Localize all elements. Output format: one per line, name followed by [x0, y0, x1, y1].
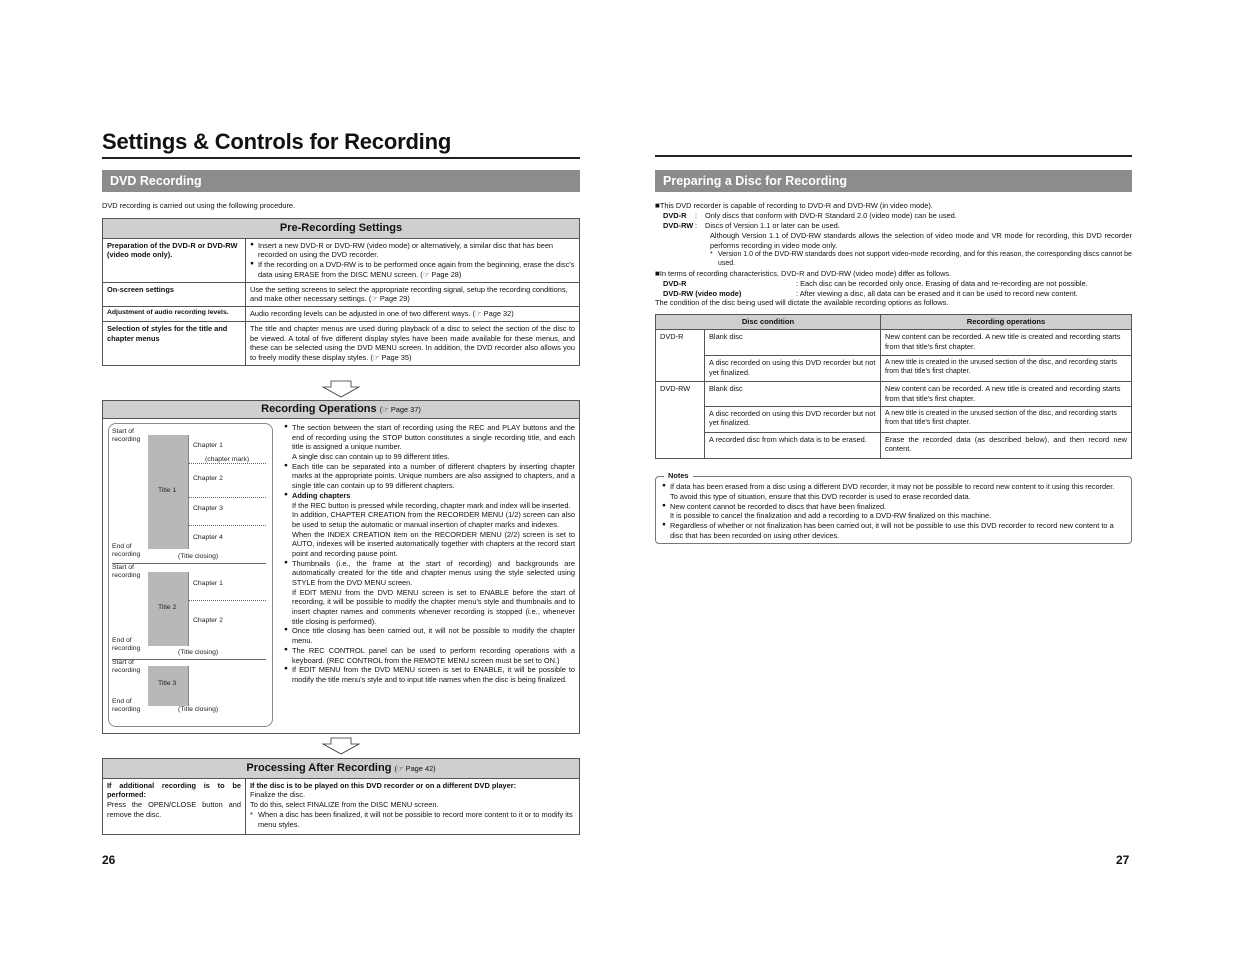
recording-ops-text	[284, 423, 575, 685]
note-text: New content cannot be recorded to discs that have been finalized.	[670, 501, 887, 511]
title-closing-label: (Title closing)	[178, 649, 219, 656]
bullet-sub: If the REC button is pressed while recording, chapter mark and index will be inserted.	[292, 500, 571, 510]
flow-arrow-icon	[321, 737, 361, 755]
title-1-chapters	[188, 435, 266, 549]
dvdr-text: Only discs that conform with DVD-R Standard 2.0 (video mode) can be used.	[705, 211, 957, 221]
bullet-sub: A single disc can contain up to 99 different titles.	[292, 452, 450, 462]
cell-text: Press the OPEN/CLOSE button and remove the disc.	[107, 800, 241, 819]
note-item: ● If data has been erased from a disc using a different DVD recorder, it may not be possible to record new content to it using this recorder. To avoid this type of situation, ensure that this DVD recorder is used to erase recorded data.	[662, 482, 1123, 502]
list-item	[284, 559, 575, 627]
bullet-text: Thumbnails (i.e., the frame at the start of recording) and backgrounds are automatically created for the title and chapter menus using the style selected using STYLE from the DVD MENU screen.	[292, 558, 575, 587]
condition-cell: A recorded disc from which data is to be erased.	[705, 432, 881, 458]
list-item: ● If the recording on a DVD-RW is to be performed once again from the beginning, erase the disc's data using ERASE from the DISC MENU screen. (☞ Page 28)	[250, 260, 575, 280]
chapter-label: Chapter 1	[193, 442, 223, 449]
start-label: Start of recording	[112, 564, 141, 580]
title-2-label: Title 2	[158, 604, 177, 611]
table-row	[103, 778, 580, 834]
table-row	[656, 356, 1132, 382]
condition-cell: A disc recorded on using this DVD recorder but not yet finalized.	[705, 406, 881, 432]
operation-cell: A new title is created in the unused section of the disc, and recording starts from that title's first chapter.	[881, 406, 1132, 432]
bullet-sub: When the INDEX CREATION item on the RECORDER MENU (2/2) screen is set to AUTO, indexes will be inserted automatically together with chapters at the record start point and recording pause point.	[292, 529, 575, 558]
row-text: Use the setting screens to select the appropriate recording signal, setup the recording conditions, and make other necessary settings. (☞ Page 29)	[246, 282, 580, 307]
bullet-sub: In addition, CHAPTER CREATION from the RECORDER MENU (1/2) screen can also be used to setup the automatic or manual insertion of chapter marks and indexes.	[292, 510, 575, 529]
page-number: 27	[1116, 853, 1130, 867]
recording-ops-title: Recording Operations	[261, 403, 377, 415]
cell-heading: If additional recording is to be performed:	[107, 780, 241, 800]
cell-note: * When a disc has been finalized, it will not be possible to record more content to it or to modify its menu styles.	[250, 809, 573, 829]
dvdrw2-label: DVD-RW (video mode)	[663, 288, 742, 298]
disc-condition-section	[655, 314, 1132, 459]
title-1-label: Title 1	[158, 487, 177, 494]
list-item: ● Once title closing has been carried out, it will not be possible to modify the chapter menu.	[284, 626, 575, 645]
dvdrw-detail: Although Version 1.1 of DVD-RW standards allows the selection of video mode and VR mode for recording, this DVD recorder performs recording in video mode only.	[710, 230, 1132, 250]
title-3-chapters	[188, 666, 266, 706]
list-item: ● The REC CONTROL panel can be used to perform recording operations with a keyboard. (REC CONTROL from the REMOTE MENU screen must be set to ON.)	[284, 646, 575, 665]
list-item: ● If EDIT MENU from the DVD MENU screen is set to ENABLE, it will be possible to modify the title menu's style and to input title names when the disc is being finalized.	[284, 665, 575, 684]
cell-heading: If the disc is to be played on this DVD recorder or on a different DVD player:	[250, 780, 517, 790]
flow-arrow-icon	[321, 380, 361, 398]
row-label: Adjustment of audio recording levels.	[103, 307, 246, 322]
table-row	[103, 307, 580, 322]
title-closing-label: (Title closing)	[178, 553, 219, 560]
processing-title: Processing After Recording	[246, 762, 392, 774]
section-bar-dvd-recording: DVD Recording	[102, 170, 580, 192]
bullet-text: The section between the start of recording using the REC and PLAY buttons and the end of recording using the STOP button constitutes a single recording title, and each title is assigned a unique number.	[292, 423, 575, 452]
chapter-label: Chapter 3	[193, 505, 223, 512]
dvdrw-line: DVD-RW : Discs of Version 1.1 or later can be used.	[655, 221, 1132, 231]
section-bar-preparing-disc: Preparing a Disc for Recording	[655, 170, 1132, 192]
start-label: Start of recording	[112, 428, 141, 444]
operation-cell: New content can be recorded. A new title is created and recording starts from that title's first chapter.	[881, 330, 1132, 356]
table-row	[656, 330, 1132, 356]
table-row	[656, 382, 1132, 407]
row-label: Preparation of the DVD-R or DVD-RW (video mode only).	[103, 238, 246, 282]
row-label: Selection of styles for the title and chapter menus	[103, 321, 246, 365]
table-row	[103, 238, 580, 282]
end-label: End of recording	[112, 698, 141, 714]
chapter-mark-label: (chapter mark)	[205, 456, 250, 463]
dvdr-line: DVD-R : Only discs that conform with DVD-R Standard 2.0 (video mode) can be used.	[655, 211, 1132, 221]
dvdr2-line	[655, 279, 1132, 289]
operation-cell: A new title is created in the unused section of the disc, and recording starts from that title's first chapter.	[881, 356, 1132, 382]
col-header-condition: Disc condition	[656, 315, 881, 330]
preparing-text	[655, 201, 1132, 308]
recording-ops-header	[103, 401, 579, 419]
top-rule	[655, 155, 1132, 157]
end-label: End of recording	[112, 543, 141, 559]
bullet-sub: If EDIT MENU from the DVD MENU screen is set to ENABLE before the start of recording, it will be possible to modify the chapter menu's style and thumbnails and to insert chapter names and comments whenever recording is stopped (i.e., whenever title closing is performed).	[292, 587, 575, 626]
chapter-mark-line	[188, 600, 266, 601]
condition-cell: A disc recorded on using this DVD recorder but not yet finalized.	[705, 356, 881, 382]
note-item: ● Regardless of whether or not finalization has been carried out, it will not be possible to use this DVD recorder to record new content to a disc that has been recorded on using other devices.	[662, 521, 1123, 541]
note-text: When a disc has been finalized, it will not be possible to record more content to it or to modify its menu styles.	[258, 809, 573, 829]
processing-right-cell	[246, 778, 580, 834]
intro-text: DVD recording is carried out using the following procedure.	[102, 201, 296, 210]
paragraph: ■This DVD recorder is capable of recording to DVD-R and DVD-RW (in video mode).	[655, 201, 933, 210]
list-item: ● Each title can be separated into a number of different chapters by inserting chapter marks at the appropriate points. Unique numbers are also assigned to chapters, and a single title can contain up to 99 different chapters.	[284, 462, 575, 491]
table-row	[103, 321, 580, 365]
processing-header	[103, 759, 580, 779]
dvdrw-note: * Version 1.0 of the DVD-RW standards does not support video-mode recording, and for this reason, the corresponding discs cannot be used.	[710, 251, 1132, 268]
dvdr-label: DVD-R	[663, 211, 687, 221]
notes-title: Notes	[664, 471, 693, 481]
note-text: Version 1.0 of the DVD-RW standards does not support video-mode recording, and for this reason, the corresponding discs cannot be used.	[718, 251, 1132, 268]
note-item	[662, 502, 1123, 522]
chapter-mark-line	[188, 525, 266, 526]
col-header-operations: Recording operations	[881, 315, 1132, 330]
table-row	[656, 406, 1132, 432]
table-row	[656, 432, 1132, 458]
paragraph-text: This DVD recorder is capable of recording to DVD-R and DVD-RW (in video mode).	[659, 201, 933, 210]
cell-text: Finalize the disc.	[250, 790, 306, 800]
list-item	[284, 423, 575, 462]
chapter-label: Chapter 2	[193, 475, 223, 482]
dvdrw-label: DVD-RW	[663, 221, 694, 231]
paragraph: ■In terms of recording characteristics, DVD-R and DVD-RW (video mode) differ as follows.	[655, 268, 952, 278]
row-text: The title and chapter menus are used during playback of a disc to select the section of the disc to be viewed. A total of five different display styles have been made available for these menus, and these can be selected using the DVD MENU screen. In addition, the DVD recorder also allows you to freely modify these display styles. (☞ Page 35)	[246, 321, 580, 365]
row-label: On-screen settings	[103, 282, 246, 307]
operation-cell: New content can be recorded. A new title is created and recording starts from that title's first chapter.	[881, 382, 1132, 407]
table-row	[103, 282, 580, 307]
note-sub: It is possible to cancel the finalization and add a recording to a DVD-RW finalized on this machine.	[670, 511, 992, 521]
row-text: Audio recording levels can be adjusted in one of two different ways. (☞ Page 32)	[246, 307, 580, 322]
disc-type-cell: DVD-RW	[656, 382, 705, 459]
pre-recording-section	[102, 218, 580, 366]
paragraph: The condition of the disc being used will dictate the available recording options as follows.	[655, 298, 949, 308]
operation-cell: Erase the recorded data (as described below), and then record new content.	[881, 432, 1132, 458]
bullet-heading: ● Adding chapters	[292, 490, 351, 500]
dvdrw2-text: : After viewing a disc, all data can be erased and it can be used to record new content.	[796, 288, 1078, 298]
dvdrw-text: Discs of Version 1.1 or later can be used.	[705, 221, 840, 231]
processing-table	[102, 758, 580, 835]
list-item: ● Insert a new DVD-R or DVD-RW (video mode) or alternatively, a similar disc that has been recorded on using the DVD recorder.	[250, 241, 575, 261]
title-closing-label: (Title closing)	[178, 706, 219, 713]
start-label: Start of recording	[112, 659, 141, 675]
dvdrw2-line	[655, 289, 1132, 299]
pre-recording-header: Pre-Recording Settings	[103, 219, 580, 239]
disc-condition-table	[655, 314, 1132, 459]
title-3-label: Title 3	[158, 680, 177, 687]
page-number: 26	[102, 853, 116, 867]
processing-left-cell	[103, 778, 246, 834]
page-ref: (☞ Page 42)	[394, 764, 436, 773]
cell-text: To do this, select FINALIZE from the DISC MENU screen.	[250, 800, 439, 810]
dvdr2-text: : Each disc can be recorded only once. Erasing of data and re-recording are not possible.	[796, 279, 1088, 288]
list-item	[284, 491, 575, 559]
condition-cell: Blank disc	[705, 330, 881, 356]
chapter-label: Chapter 2	[193, 617, 223, 624]
notes-box	[655, 471, 1132, 544]
pre-recording-table	[102, 218, 580, 366]
dvdr2-label: DVD-R	[663, 279, 687, 288]
chapter-label: Chapter 1	[193, 580, 223, 587]
disc-type-cell: DVD-R	[656, 330, 705, 382]
processing-section	[102, 758, 580, 835]
paragraph-text: In terms of recording characteristics, DVD-R and DVD-RW (video mode) differ as follows.	[659, 268, 952, 278]
page-ref: (☞ Page 37)	[379, 405, 421, 414]
chapter-mark-line	[188, 497, 266, 498]
end-label: End of recording	[112, 637, 141, 653]
condition-cell: Blank disc	[705, 382, 881, 407]
page-title: Settings & Controls for Recording	[102, 128, 580, 159]
chapter-label: Chapter 4	[193, 534, 223, 541]
